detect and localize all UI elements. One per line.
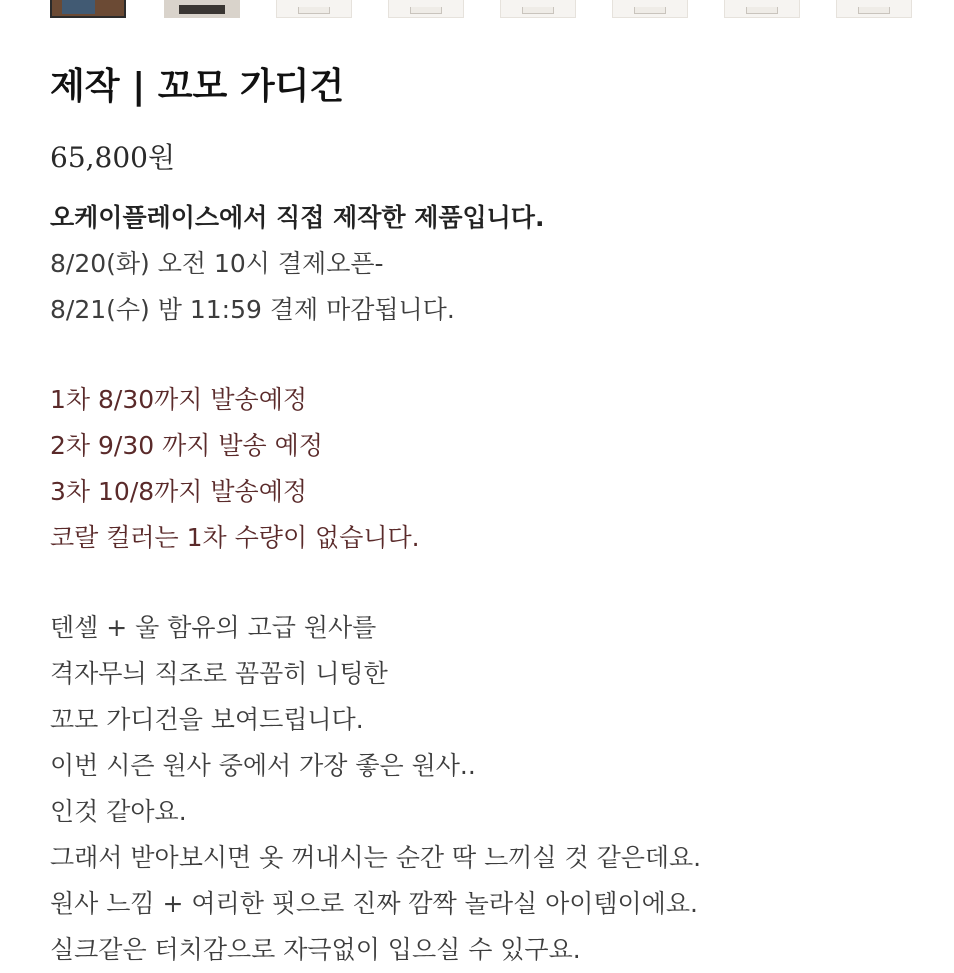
product-title: 제작 | 꼬모 가디건 bbox=[50, 66, 345, 107]
shipping-schedule-line: 코랄 컬러는 1차 수량이 없습니다. bbox=[50, 523, 420, 552]
thumbnail-image-1[interactable] bbox=[50, 0, 126, 18]
spacer bbox=[50, 561, 930, 605]
description-detail-line: 격자무늬 직조로 꼼꼼히 니팅한 bbox=[50, 659, 388, 688]
description-detail-line: 텐셀 + 울 함유의 고급 원사를 bbox=[50, 613, 377, 642]
thumbnail-image-5[interactable] bbox=[500, 0, 576, 18]
thumbnail-image-7[interactable] bbox=[724, 0, 800, 18]
thumbnail-image-6[interactable] bbox=[612, 0, 688, 18]
description-detail-line: 그래서 받아보시면 옷 꺼내시는 순간 딱 느끼실 것 같은데요. bbox=[50, 843, 702, 872]
description-intro-line: 8/20(화) 오전 10시 결제오픈- bbox=[50, 249, 384, 278]
thumbnail-image-3[interactable] bbox=[276, 0, 352, 18]
thumbnail-image-8[interactable] bbox=[836, 0, 912, 18]
description-detail-line: 인것 같아요. bbox=[50, 797, 187, 826]
shipping-schedule-line: 1차 8/30까지 발송예정 bbox=[50, 385, 307, 414]
product-price: 65,800원 bbox=[50, 141, 176, 174]
description-intro-line: 오케이플레이스에서 직접 제작한 제품입니다. bbox=[50, 203, 545, 232]
thumbnail-image-4[interactable] bbox=[388, 0, 464, 18]
shipping-schedule-line: 2차 9/30 까지 발송 예정 bbox=[50, 431, 323, 460]
product-description bbox=[50, 195, 930, 973]
thumbnail-image-2[interactable] bbox=[164, 0, 240, 18]
description-detail-line: 꼬모 가디건을 보여드립니다. bbox=[50, 705, 364, 734]
description-detail-line: 원사 느낌 + 여리한 핏으로 진짜 깜짝 놀라실 아이템이에요. bbox=[50, 889, 698, 918]
description-detail-line: 실크같은 터치감으로 자극없이 입으실 수 있구요. bbox=[50, 935, 581, 964]
spacer bbox=[50, 333, 930, 377]
description-detail-line: 이번 시즌 원사 중에서 가장 좋은 원사.. bbox=[50, 751, 476, 780]
shipping-schedule-line: 3차 10/8까지 발송예정 bbox=[50, 477, 307, 506]
description-intro-line: 8/21(수) 밤 11:59 결제 마감됩니다. bbox=[50, 295, 455, 324]
